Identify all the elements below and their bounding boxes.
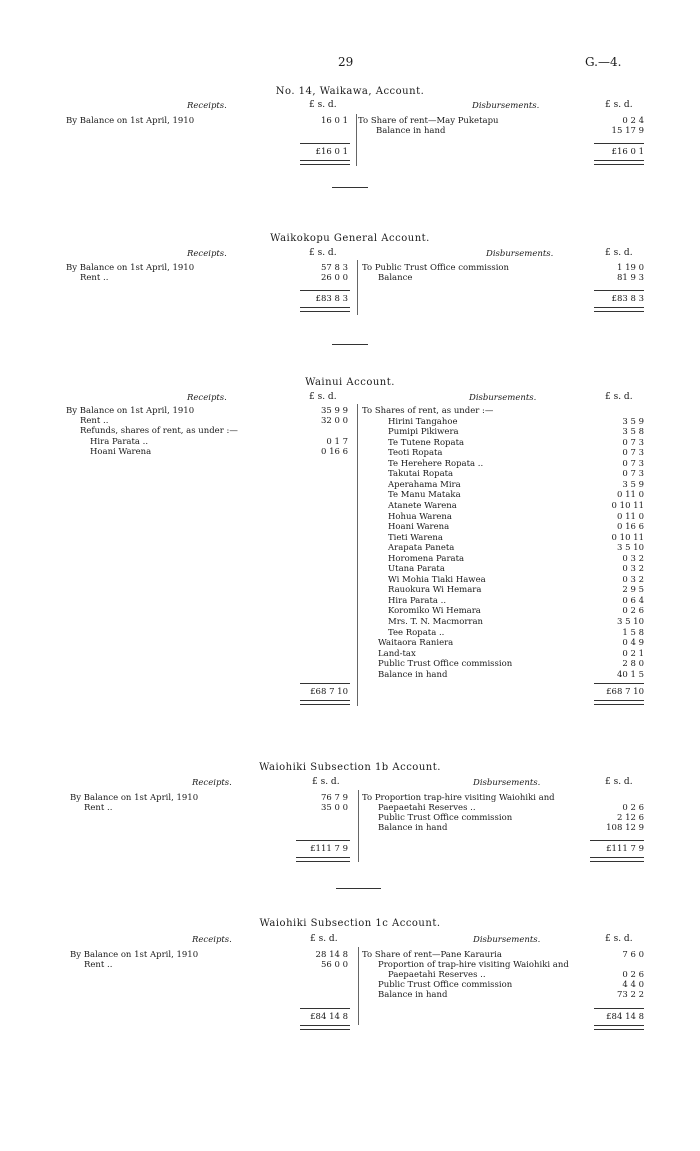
disbursement-amount: 0 6 4 [622, 595, 644, 606]
disbursement-amount: 3 5 9 [622, 416, 644, 427]
receipt-line: Hoani Warena [90, 447, 152, 457]
disbursement-line: Paepaetahi Reserves .. [378, 803, 476, 813]
receipt-line: Rent .. [84, 960, 113, 970]
rule [300, 143, 350, 144]
disbursements-money-heading: £ s. d. [605, 248, 633, 258]
disbursements-total: £16 0 1 [611, 147, 644, 157]
section-separator [336, 888, 381, 889]
disbursement-amount: 73 2 2 [616, 990, 644, 1000]
double-rule [300, 1025, 350, 1030]
double-rule [594, 160, 644, 165]
disbursement-line: Teoti Ropata [388, 448, 443, 459]
disbursements-heading: Disbursements. [486, 249, 554, 259]
disbursement-amount: 40 1 5 [616, 669, 644, 680]
disbursement-line: Tieti Warena [388, 532, 443, 543]
page-number: 29 [338, 55, 354, 69]
section-separator [332, 344, 368, 345]
receipt-amount: 32 0 0 [320, 416, 348, 426]
disbursement-line: Proportion of trap-hire visiting Waiohiki and [378, 960, 569, 970]
disbursements-money-heading: £ s. d. [605, 777, 633, 787]
disbursement-amount: 0 2 6 [622, 803, 644, 813]
rule [594, 143, 644, 144]
disbursement-line: Wi Mohia Tiaki Hawea [388, 574, 486, 585]
receipts-heading: Receipts. [192, 935, 232, 945]
section-separator [332, 187, 368, 188]
account-title: Waiohiki Subsection 1b Account. [259, 762, 441, 773]
disbursement-amount: 7 6 0 [622, 950, 644, 960]
double-rule [594, 700, 644, 705]
disbursements-money-heading: £ s. d. [605, 934, 633, 944]
disbursement-amount: 2 12 6 [616, 813, 644, 823]
rule [594, 683, 644, 684]
disbursement-amount: 108 12 9 [606, 823, 644, 833]
receipt-amount: 0 1 7 [326, 437, 348, 447]
disbursement-amount: 2 9 5 [622, 585, 644, 596]
receipts-total: £84 14 8 [310, 1012, 348, 1022]
rule [594, 1008, 644, 1009]
disbursement-amount: 0 4 9 [622, 638, 644, 649]
receipt-line: By Balance on 1st April, 1910 [70, 793, 199, 803]
disbursements-heading: Disbursements. [473, 778, 541, 788]
receipt-line: By Balance on 1st April, 1910 [66, 406, 195, 416]
disbursement-line: Koromiko Wi Hemara [388, 606, 481, 617]
receipts-total: £111 7 9 [310, 844, 348, 854]
disbursement-line: To Share of rent—May Puketapu [358, 116, 499, 126]
rule [300, 290, 350, 291]
column-divider [358, 947, 359, 1025]
disbursement-line: To Share of rent—Pane Karauria [362, 950, 502, 960]
disbursement-line: Aperahama Mira [388, 479, 461, 490]
disbursement-line: Tee Ropata .. [388, 627, 445, 638]
disbursement-amount: 15 17 9 [611, 126, 644, 136]
receipt-line: By Balance on 1st April, 1910 [70, 950, 199, 960]
receipts-total: £68 7 10 [310, 687, 348, 697]
disbursement-amount: 0 2 6 [622, 970, 644, 980]
disbursement-amount: 0 7 3 [622, 448, 644, 459]
disbursement-amount: 0 11 0 [616, 490, 644, 501]
disbursement-amount: 81 9 3 [616, 273, 644, 283]
column-divider [358, 790, 359, 862]
disbursement-amount: 0 10 11 [611, 532, 644, 543]
receipts-heading: Receipts. [187, 249, 227, 259]
receipt-amount: 0 16 6 [320, 447, 348, 457]
receipt-line: Rent .. [80, 273, 109, 283]
rule [300, 1008, 350, 1009]
disbursement-line: Te Herehere Ropata .. [388, 458, 484, 469]
account-title: Wainui Account. [305, 377, 395, 388]
disbursement-amount: 0 2 6 [622, 606, 644, 617]
rule [590, 840, 644, 841]
disbursement-amount: 0 3 2 [622, 553, 644, 564]
receipts-money-heading: £ s. d. [309, 392, 337, 402]
receipt-amount: 28 14 8 [315, 950, 348, 960]
disbursement-amount: 0 2 4 [622, 116, 644, 126]
disbursement-line: Public Trust Office commission [378, 813, 513, 823]
disbursement-line: Hira Parata .. [388, 595, 447, 606]
disbursement-amount: 0 3 2 [622, 564, 644, 575]
receipt-amount: 76 7 9 [320, 793, 348, 803]
disbursement-amount: 4 4 0 [622, 980, 644, 990]
disbursement-line: Arapata Paneta [388, 543, 455, 554]
receipts-heading: Receipts. [192, 778, 232, 788]
disbursement-line: Public Trust Office commission [378, 980, 513, 990]
receipt-line: Refunds, shares of rent, as under :— [80, 426, 238, 436]
document-reference: G.—4. [585, 55, 622, 69]
double-rule [594, 307, 644, 312]
receipts-money-heading: £ s. d. [310, 934, 338, 944]
disbursement-line: Te Tutene Ropata [388, 437, 465, 448]
disbursement-amount: 0 7 3 [622, 458, 644, 469]
disbursements-money-heading: £ s. d. [605, 100, 633, 110]
disbursement-amount: 3 5 9 [622, 479, 644, 490]
disbursement-amount: 0 7 3 [622, 469, 644, 480]
disbursement-line: Hirini Tangahoe [388, 416, 458, 427]
disbursement-line: To Shares of rent, as under :— [362, 406, 494, 416]
disbursement-line: Paepaetahi Reserves .. [388, 970, 486, 980]
disbursement-amount: 1 19 0 [616, 263, 644, 273]
receipt-line: Rent .. [84, 803, 113, 813]
disbursement-line: Rauokura Wi Hemara [388, 585, 482, 596]
disbursement-line: Horomena Parata [388, 553, 465, 564]
disbursement-line: Balance in hand [378, 669, 448, 680]
disbursements-total: £83 8 3 [611, 294, 644, 304]
disbursement-line: Pumipi Pikiwera [388, 427, 459, 438]
disbursement-line: Balance in hand [376, 126, 446, 136]
disbursement-line: Balance in hand [378, 823, 448, 833]
receipt-amount: 35 9 9 [320, 406, 348, 416]
disbursement-amount: 3 5 10 [616, 543, 644, 554]
disbursement-line: Balance [378, 273, 413, 283]
disbursements-total: £68 7 10 [606, 687, 644, 697]
disbursement-amount: 0 10 11 [611, 500, 644, 511]
receipt-line: By Balance on 1st April, 1910 [66, 263, 195, 273]
disbursements-money-heading: £ s. d. [605, 392, 633, 402]
receipts-heading: Receipts. [187, 393, 227, 403]
disbursement-amount: 0 11 0 [616, 511, 644, 522]
receipt-line: Rent .. [80, 416, 109, 426]
receipt-amount: 26 0 0 [320, 273, 348, 283]
receipt-amount: 35 0 0 [320, 803, 348, 813]
receipts-total: £83 8 3 [315, 294, 348, 304]
receipt-line: Hira Parata .. [90, 437, 149, 447]
disbursement-line: Mrs. T. N. Macmorran [388, 617, 484, 627]
disbursement-amount: 1 5 8 [622, 627, 644, 638]
disbursement-line: Land-tax [378, 648, 416, 659]
double-rule [594, 1025, 644, 1030]
disbursements-total: £84 14 8 [606, 1012, 644, 1022]
disbursement-amount: 3 5 8 [622, 427, 644, 438]
account-title: Waikokopu General Account. [270, 233, 430, 244]
disbursement-line: Hohua Warena [388, 511, 452, 522]
disbursement-amount: 0 7 3 [622, 437, 644, 448]
disbursements-total: £111 7 9 [606, 844, 644, 854]
receipt-line: By Balance on 1st April, 1910 [66, 116, 195, 126]
rule [594, 290, 644, 291]
column-divider [357, 404, 358, 706]
disbursement-amount: 0 2 1 [622, 648, 644, 659]
disbursements-heading: Disbursements. [473, 935, 541, 945]
receipts-heading: Receipts. [187, 101, 227, 111]
disbursement-line: Waitaora Raniera [378, 638, 454, 649]
disbursement-line: To Public Trust Office commission [362, 263, 510, 273]
double-rule [300, 307, 350, 312]
receipt-amount: 56 0 0 [320, 960, 348, 970]
receipt-amount: 16 0 1 [320, 116, 348, 126]
disbursement-amount: 2 8 0 [622, 659, 644, 670]
disbursement-line: To Proportion trap-hire visiting Waiohiki and [362, 793, 555, 803]
disbursements-heading: Disbursements. [472, 101, 540, 111]
disbursement-line: Takutai Ropata [388, 469, 454, 480]
rule [296, 840, 350, 841]
double-rule [300, 700, 350, 705]
disbursement-line: Balance in hand [378, 990, 448, 1000]
disbursement-line: Hoani Warena [388, 522, 450, 533]
account-title: Waiohiki Subsection 1c Account. [259, 918, 441, 929]
receipts-money-heading: £ s. d. [309, 248, 337, 258]
disbursement-amount: 3 5 10 [616, 617, 644, 627]
column-divider [356, 114, 357, 166]
account-title: No. 14, Waikawa, Account. [275, 86, 425, 97]
receipt-amount: 57 8 3 [320, 263, 348, 273]
disbursement-amount: 0 16 6 [616, 522, 644, 533]
disbursement-line: Utana Parata [388, 564, 445, 575]
double-rule [296, 857, 350, 862]
disbursement-line: Public Trust Office commission [378, 659, 513, 670]
column-divider [357, 260, 358, 315]
rule [300, 683, 350, 684]
receipts-total: £16 0 1 [315, 147, 348, 157]
disbursements-heading: Disbursements. [469, 393, 537, 403]
disbursement-line: Atanete Warena [388, 500, 457, 511]
receipts-money-heading: £ s. d. [312, 777, 340, 787]
double-rule [590, 857, 644, 862]
disbursement-line: Te Manu Mataka [388, 490, 461, 501]
disbursement-amount: 0 3 2 [622, 574, 644, 585]
double-rule [300, 160, 350, 165]
receipts-money-heading: £ s. d. [309, 100, 337, 110]
